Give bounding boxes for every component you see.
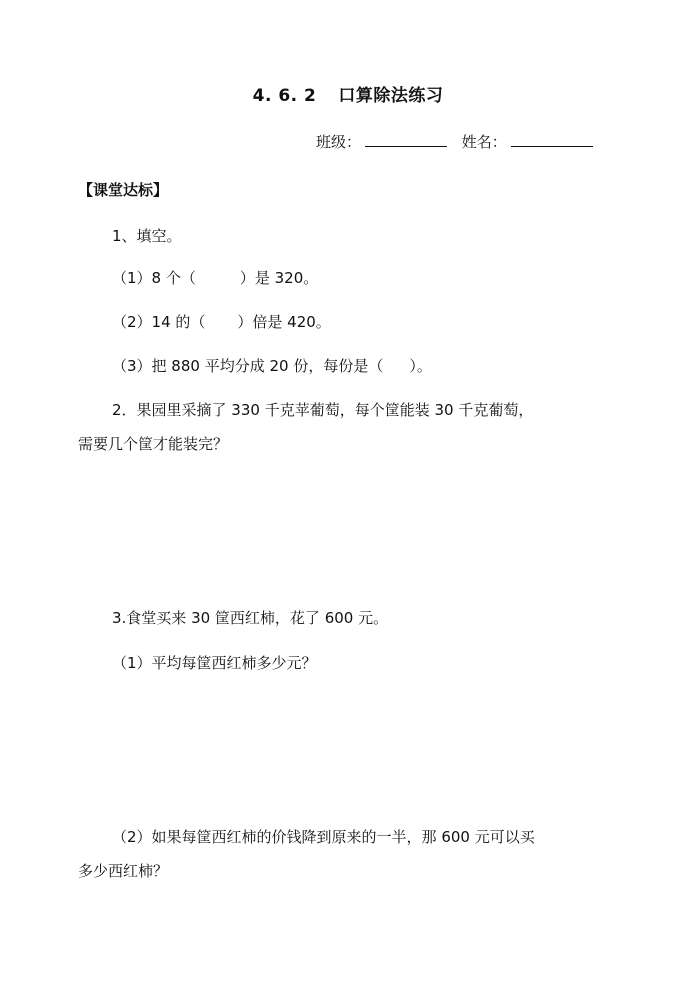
class-blank[interactable] <box>365 132 447 147</box>
item-text-after: ）。 <box>409 357 432 375</box>
name-label: 姓名： <box>461 133 507 151</box>
question-2-line-2: 需要几个筐才能装完？ <box>78 435 229 453</box>
question-2-line-1: 2．果园里采摘了 330 千克苹葡萄，每个筐能装 30 千克葡萄， <box>112 401 534 419</box>
section-heading: 【课堂达标】 <box>78 181 169 199</box>
question-1-item-1 <box>112 268 318 288</box>
item-text-after: ）倍是 420。 <box>237 313 331 331</box>
title-number: 4. 6. 2 <box>252 86 317 106</box>
question-1-heading: 1、填空。 <box>112 227 182 245</box>
title-text: 口算除法练习 <box>338 86 444 106</box>
item-text-before: （2）14 的（ <box>112 313 206 331</box>
item-text-before: （1）8 个（ <box>112 269 196 287</box>
student-info-row <box>316 132 597 152</box>
page-title <box>0 86 696 106</box>
item-text-after: ）是 320。 <box>239 269 319 287</box>
question-3-heading: 3.食堂买来 30 筐西红柿，花了 600 元。 <box>112 609 389 627</box>
question-3-sub-2-line-1: （2）如果每筐西红柿的价钱降到原来的一半，那 600 元可以买 <box>112 828 535 846</box>
question-3-sub-2-line-2: 多少西红柿？ <box>78 862 169 880</box>
question-1-item-2 <box>112 312 331 332</box>
class-label: 班级： <box>316 133 362 151</box>
question-1-item-3 <box>112 356 432 376</box>
item-text-before: （3）把 880 平均分成 20 份，每份是（ <box>112 357 384 375</box>
question-3-sub-1: （1）平均每筐西红柿多少元？ <box>112 654 317 672</box>
name-blank[interactable] <box>511 132 593 147</box>
